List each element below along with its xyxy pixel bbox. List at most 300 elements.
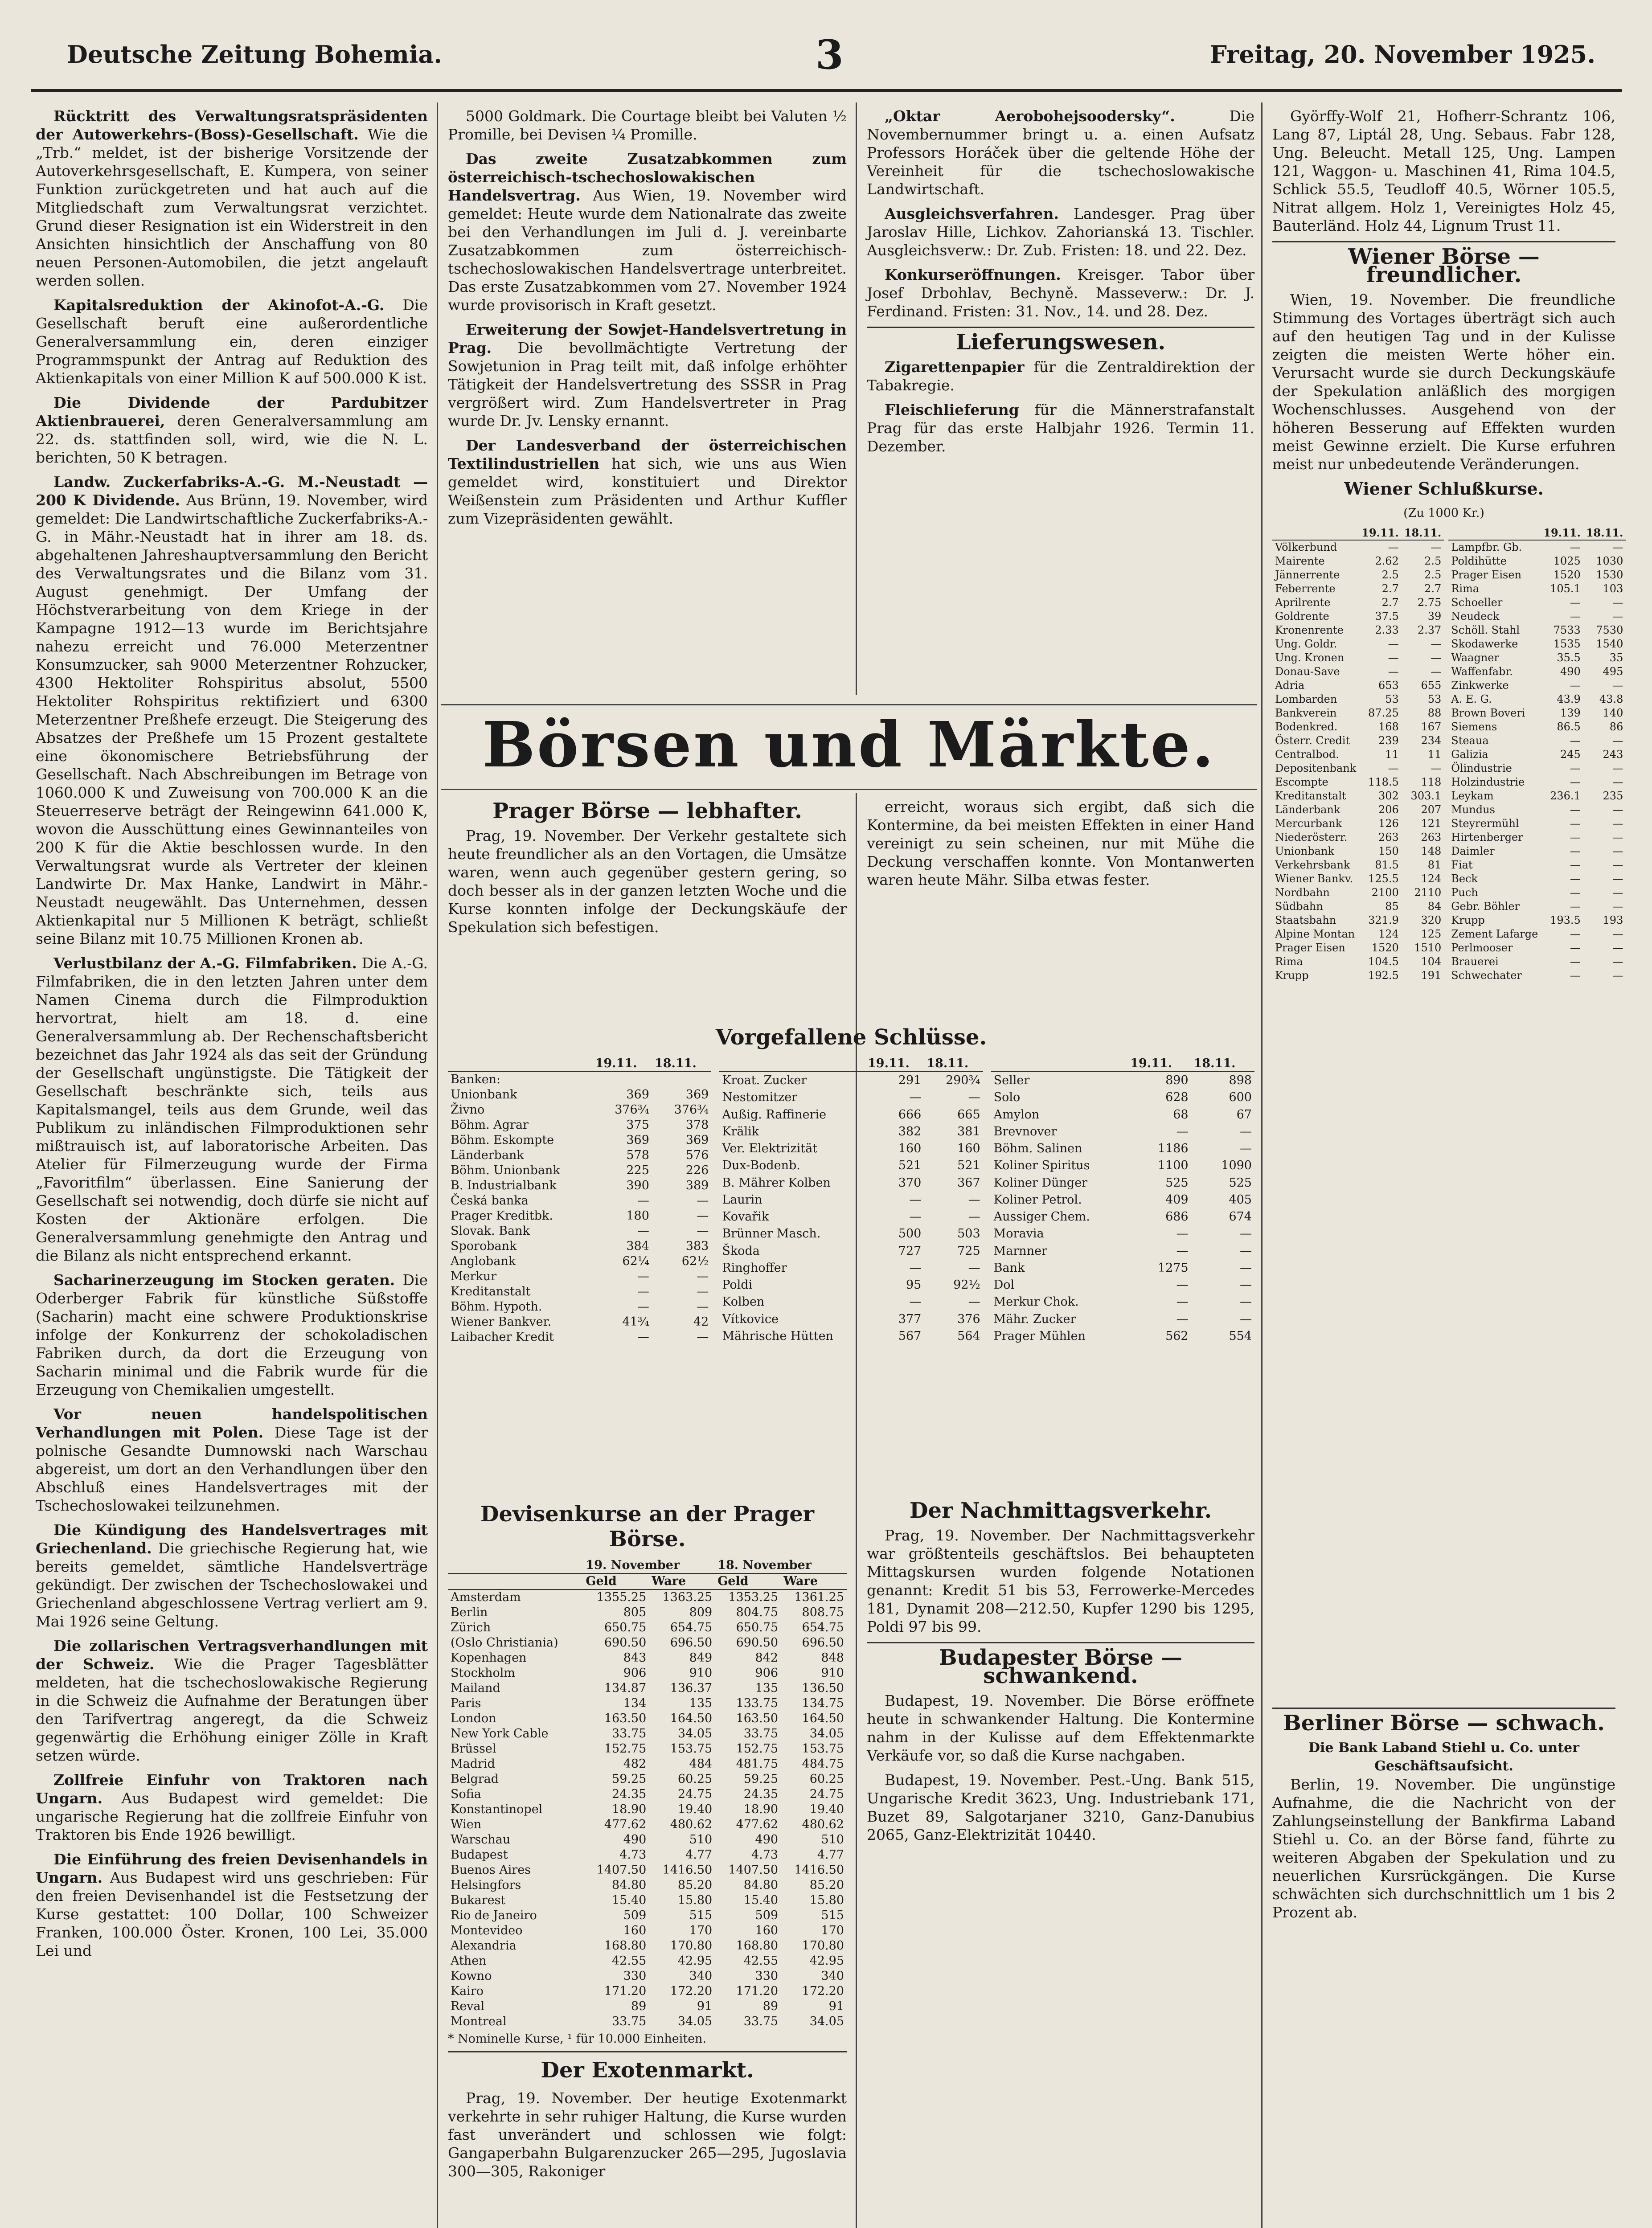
table-cell-value: — <box>1176 1227 1189 1241</box>
table-cell-label: Staatsbahn <box>1275 914 1336 926</box>
article-heading: Die Dividende der Pardubitzer Aktienbrauerei, <box>36 394 428 430</box>
table-cell-value: 180 <box>626 1209 649 1223</box>
table-cell-value: 136.50 <box>802 1681 844 1695</box>
article-text: Aus Budapest wird uns geschrieben: Für den freien Devisenhandel ist die Festsetzung der Kurse gestattet: 100 Dollar, 100 Schweizer Franken, 100.000 Öster. Kronen, 100 Lei, 35.000 Lei und <box>36 1869 428 1959</box>
table-row <box>448 1330 711 1345</box>
table-cell-value: 2.7 <box>1381 582 1399 595</box>
table-cell-value: 84 <box>1427 900 1442 913</box>
table-row <box>448 1605 847 1620</box>
table-cell-value: 206 <box>1378 803 1399 816</box>
table-cell-value: — <box>1612 900 1623 913</box>
page-number: 3 <box>816 31 844 78</box>
table-cell-value: — <box>1570 610 1581 623</box>
table-cell-value: 490 <box>1560 665 1581 678</box>
table-cell-label: Aussiger Chem. <box>993 1210 1090 1224</box>
table-cell-value: 725 <box>957 1244 980 1258</box>
table-cell-label: Brüssel <box>451 1742 496 1756</box>
table-cell-value: 906 <box>623 1666 647 1680</box>
table-cell-value: 376¾ <box>615 1103 649 1117</box>
table-row <box>1448 844 1626 858</box>
table-cell-label: Krälik <box>722 1124 759 1139</box>
table-cell-value: 24.75 <box>809 1787 844 1801</box>
table-cell-label: Bank <box>993 1261 1025 1275</box>
table-cell-label: Brown Boveri <box>1451 707 1525 719</box>
table-row <box>1448 775 1626 789</box>
vienna-table-left: 19.11. 18.11. Völkerbund — — Mairente 2.62 2.5 Jännerrente 2.5 2.5 Feberrente 2.7 2.7 Aprilrente 2.7 2.75 Goldrente 37.5 39 Kronenrente 2.33 2.37 Ung. Goldr. — — Ung. Kronen — — Donau-Save — — Adria 653 655 Lombarden 53 53 Bankverein 87.25 88 Bodenkred. 168 167 Österr. Credit 239 234 Centralbod. 11 11 Depositenbank — — Escompte 118.5 118 Kreditanstalt 302 303.1 Länderbank 206 207 Mercurbank 126 121 Niederösterr. 263 263 Unionbank 150 148 Verkehrsbank 81.5 81 Wiener Bankv. 125.5 124 Nordbahn 2100 2110 Südbahn 85 84 Staatsbahn 321.9 320 Alpine Montan 124 125 Prager Eisen 1520 1510 Rima 104.5 104 Krupp 192.5 191 <box>1272 526 1444 983</box>
table-cell-value: 167 <box>1421 721 1442 733</box>
table-cell-value: 43.9 <box>1557 693 1581 705</box>
table-cell-label: Seller <box>993 1073 1030 1088</box>
table-cell-label: Marnner <box>993 1244 1047 1258</box>
table-cell-label: Montreal <box>451 2015 507 2028</box>
table-cell-label: Hirtenberger <box>1451 831 1523 844</box>
table-cell-value <box>652 1072 711 1087</box>
table-cell-value: 84.80 <box>743 1878 779 1892</box>
table-row <box>719 1260 983 1277</box>
article-text: Györffy-Wolf 21, Hofherr-Schrantz 106, Lang 87, Liptál 28, Ung. Sebaus. Fabr 128, Ung. Beleucht. Metall 125, Ung. Lampen 121, Waggon- u. Maschinen 41, Rima 104.5, Schlick 55.5, Teudloff 40.5, Wörner 105.5, Nitrat allgem. Holz 1, Vereinigtes Holz 45, Bauterländ. Holz 44, Lignum Trust 11. <box>1272 107 1615 234</box>
table-cell-value: 696.50 <box>670 1636 713 1650</box>
table-cell-value: 369 <box>685 1088 709 1102</box>
table-cell-value: 85.20 <box>809 1878 844 1892</box>
article-heading: „Oktar Aerobohejsoodersky“. <box>885 107 1175 125</box>
table-cell-value: 172.20 <box>670 1984 713 1998</box>
table-row <box>1448 692 1626 706</box>
table-cell-value: 291 <box>898 1073 922 1088</box>
article-heading: Zigarettenpapier <box>885 358 1025 376</box>
table-cell-label: Brünner Masch. <box>722 1227 821 1241</box>
table-cell-label: Budapest <box>451 1848 508 1862</box>
table-cell-value: — <box>1431 762 1442 774</box>
article-text: Prag, 19. November. Der Verkehr gestaltete sich heute freundlicher als an den Vortagen, die Umsätze waren, wenn auch gegenüber gestern gering, so doch besser als in der ganzen letzten Woche und die Kurse konnten infolge der Deckungskäufe der Spekulation sich befestigen. <box>448 827 847 936</box>
table-row <box>448 1299 711 1315</box>
table-cell-value: — <box>1612 734 1623 747</box>
table-row <box>448 1118 711 1133</box>
table-cell-value: — <box>1570 679 1581 692</box>
table-row <box>448 1999 847 2014</box>
table-row <box>448 1696 847 1711</box>
prague-report-continued <box>867 798 1254 895</box>
table-cell-value: 7533 <box>1553 624 1581 636</box>
table-cell-value: 24.35 <box>612 1787 647 1801</box>
table-cell-value: 84.80 <box>612 1878 647 1892</box>
table-row <box>991 1123 1254 1140</box>
table-cell-value: 33.75 <box>612 2015 647 2028</box>
table-row <box>991 1225 1254 1242</box>
prague-report <box>448 798 847 942</box>
article-text: Die Oderberger Fabrik für künstliche Süßstoffe (Sacharin) macht eine schwere Produktionskrise infolge der Konkurrenz der schokoladischen Fabriken durch, da dort die Erzeugung von Sacharin minimal und die Fabrik wurde für die Erzeugung von Chemikalien umgestellt. <box>36 1271 428 1398</box>
table-row <box>448 1893 847 1908</box>
table-row <box>448 1787 847 1802</box>
table-cell-value: 87.25 <box>1368 707 1399 719</box>
article-text: Die bevollmächtigte Vertretung der Sowjetunion in Prag teilt mit, daß infolge erhöhter Tätigkeit der Handelsvertretung des SSSR in Prag vergrößert wird. Zum Handelsvertreter in Prag wurde Dr. Jv. Lensky ernannt. <box>448 339 847 430</box>
table-cell-value: 576 <box>685 1148 709 1162</box>
table-cell-value: 126 <box>1378 817 1399 830</box>
table-cell-value: 4.77 <box>817 1848 844 1862</box>
table-cell-label: Verkehrsbank <box>1275 859 1350 871</box>
table-cell-label: Brevnover <box>993 1124 1057 1139</box>
table-cell-value: 666 <box>898 1107 922 1122</box>
table-cell-value: 1186 <box>1157 1142 1189 1156</box>
table-cell-label: A. E. G. <box>1451 693 1492 705</box>
table-cell-value: 11 <box>1427 748 1442 761</box>
table-cell-label: Ung. Kronen <box>1275 651 1345 664</box>
table-cell-value: 42.95 <box>677 1954 713 1968</box>
table-cell-value: 509 <box>755 1909 779 1922</box>
table-cell-value: 33.75 <box>743 2015 779 2028</box>
table-cell-value: 1530 <box>1596 569 1623 581</box>
table-cell-label: Länderbank <box>1275 803 1340 816</box>
table-row <box>1272 927 1444 941</box>
table-cell-label: Holzindustrie <box>1451 776 1525 788</box>
table-cell-label: Außig. Raffinerie <box>722 1107 827 1122</box>
table-cell-value: 124 <box>1378 928 1399 940</box>
table-cell-value: 19.40 <box>677 1802 713 1816</box>
table-cell-value: — <box>909 1090 922 1105</box>
table-cell-value: 481.75 <box>736 1757 779 1771</box>
table-cell-value: 1363.25 <box>662 1590 713 1604</box>
article-text: deren Generalversammlung am 22. ds. stattfinden soll, wird, wie die N. L. berichten, 50 K betragen. <box>36 412 428 466</box>
table-cell-value: 243 <box>1603 748 1623 761</box>
table-cell-value: 1025 <box>1553 555 1581 567</box>
table-cell-value: 62½ <box>681 1254 709 1268</box>
table-row <box>448 1208 711 1224</box>
table-cell-value: 696.50 <box>802 1636 844 1650</box>
table-cell-label: Konstantinopel <box>451 1802 543 1816</box>
table-cell-value: 500 <box>898 1227 922 1241</box>
table-cell-value: 163.50 <box>736 1712 779 1725</box>
table-row <box>448 1178 711 1193</box>
table-row <box>991 1311 1254 1327</box>
table-cell-label: (Oslo Christiania) <box>451 1636 558 1650</box>
table-title: Vorgefallene Schlüsse. <box>715 1025 987 1050</box>
table-cell-label: Prager Kreditbk. <box>451 1209 553 1223</box>
table-cell-value: 2.5 <box>1424 555 1442 567</box>
table-cell-label: Amylon <box>993 1107 1040 1122</box>
table-cell-label: Paris <box>451 1696 481 1710</box>
table-row <box>1272 665 1444 679</box>
table-cell-label: Steaua <box>1451 734 1489 747</box>
table-cell-value: 378 <box>685 1118 709 1132</box>
article-text: Landesger. Prag über Jaroslav Hille, Lichkov. Zahorianská 13. Tischler. Ausgleichsverw.: Dr. Zub. Fristen: 18. und 22. Dez. <box>867 205 1254 259</box>
table-row <box>448 1193 711 1208</box>
table-row <box>448 1269 711 1284</box>
table-cell-value: 525 <box>1165 1175 1189 1190</box>
table-cell-value: — <box>1388 665 1399 678</box>
article-text: Prag, 19. November. Der Nachmittagsverkehr war größtenteils geschäftslos. Bei behaupteten Mittagskursen wurden folgende Notationen genannt: Kredit 51 bis 53, Ferrowerke-Mercedes 181, Dynamit 208—212.50, Kupfer 1290 bis 1295, Poldi 97 bis 99. <box>867 1527 1254 1635</box>
table-cell-value: 484.75 <box>802 1757 844 1771</box>
table-cell-value: 18.90 <box>743 1802 779 1816</box>
table-cell-value: 88 <box>1427 707 1442 719</box>
table-cell-value: 628 <box>1165 1090 1189 1105</box>
table-cell-label: Alexandria <box>451 1939 517 1953</box>
table-cell-label: Rima <box>1275 955 1303 968</box>
section-subtitle: Die Bank Laband Stiehl u. Co. unter Geschäftsaufsicht. <box>1308 1740 1579 1774</box>
table-row <box>1448 540 1626 554</box>
table-cell-value: 1407.50 <box>728 1863 779 1877</box>
table-cell-value: 906 <box>755 1666 779 1680</box>
section-title: Der Exotenmarkt. <box>541 2058 754 2083</box>
divider <box>448 2051 847 2052</box>
table-cell-value: 381 <box>957 1124 980 1139</box>
table-cell-value: 376¾ <box>674 1103 709 1117</box>
table-row <box>1448 941 1626 955</box>
table-cell-value: 2.7 <box>1381 596 1399 609</box>
table-cell-value: — <box>1570 900 1581 913</box>
table-cell-value: 390 <box>626 1179 649 1192</box>
column-2 <box>448 107 847 534</box>
table-cell-value: 842 <box>755 1651 779 1665</box>
table-cell-value: 35.5 <box>1557 651 1581 664</box>
table-cell-value: — <box>1612 872 1623 885</box>
article-heading: Die Einführung des freien Devisenhandels in Ungarn. <box>36 1851 428 1886</box>
table-cell-value: 1540 <box>1596 638 1623 650</box>
table-cell-value: 495 <box>1603 665 1623 678</box>
table-cell-label: Sofia <box>451 1787 481 1801</box>
table-cell-value: 665 <box>957 1107 980 1122</box>
table-cell-value: 2.62 <box>1375 555 1399 567</box>
table-cell-value: 898 <box>1229 1073 1252 1088</box>
table-cell-value: 263 <box>1421 831 1442 844</box>
table-cell-value: 193 <box>1603 914 1623 926</box>
table-cell-label: Stockholm <box>451 1666 515 1680</box>
divider <box>867 327 1254 328</box>
table-row <box>448 1757 847 1772</box>
article-heading: Verlustbilanz der A.-G. Filmfabriken. <box>53 954 357 972</box>
table-cell-label: Athen <box>451 1954 487 1968</box>
article-heading: Das zweite Zusatzabkommen zum österreichisch-tschechoslowakischen Handelsvertrag. <box>448 150 847 204</box>
table-cell-label: Bodenkred. <box>1275 721 1338 733</box>
table-cell-value: 654.75 <box>802 1621 844 1634</box>
article-text: Kreisger. Tabor über Josef Drbohlav, Bechyně. Masseverw.: Dr. J. Ferdinand. Fristen: 31. Nov., 14. und 28. Dez. <box>867 266 1254 320</box>
table-cell-value: 263 <box>1378 831 1399 844</box>
table-cell-label: Österr. Credit <box>1275 734 1350 747</box>
table-cell-label: Bankverein <box>1275 707 1337 719</box>
table-cell-label: Mährische Hütten <box>722 1329 833 1343</box>
table-cell-value: 1416.50 <box>662 1863 713 1877</box>
table-cell-label: Böhm. Agrar <box>451 1118 529 1132</box>
article-text: Aus Brünn, 19. November, wird gemeldet: Die Landwirtschaftliche Zuckerfabriks-A.-G. in Mähr.-Neustadt hat in ihrer am 18. ds. abgehaltenen Jahreshauptversammlung den Bericht des Verwaltungsrates und die Bilanz vom 31. August genehmigt. Der Umfang der Höchstverarbeitung von dem Kriege in der Kampagne 1912—13 wurde im Berichtsjahre nahezu erreicht und 76.000 Meterzentner Konsumzucker, sah 9000 Meterzentner Rohzucker, 4300 Hektoliter Rohspiritus absolut, 5500 Hektoliter Rohspiritus rektifiziert und 6300 Meterzentner Preßhefe erzeugt. Die Steigerung des Absatzes der Preßhefe um 15 Prozent gestaltete eine ökonomischere Betriebsführung der Gesellschaft. Nach Abschreibungen im Betrage von 1060.000 K und Zuweisung von 700.000 K an die Steuerreserve beträgt der Reingewinn 641.000 K, wovon die Ausschüttung eines Gewinnanteiles von 200 K für die Aktie beschlossen wurde. In den Verwaltungsrat wurde als Vertreter der kleinen Landwirte Dr. Max Hanke, Landwirt in Mähr.-Neustadt neugewählt. Das Unternehmen, dessen Aktienkapital nur 5 Millionen K beträgt, schließt seine Bilanz mit 10.75 Millionen Kronen ab. <box>36 491 428 947</box>
table-cell-value: 125 <box>1421 928 1442 940</box>
table-cell-value: 562 <box>1165 1329 1189 1343</box>
article-heading: Vor neuen handelspolitischen Verhandlungen mit Polen. <box>36 1405 428 1441</box>
table-cell-value: 370 <box>898 1175 922 1190</box>
table-cell-label: Schwechater <box>1451 969 1522 982</box>
table-row <box>991 1106 1254 1123</box>
table-cell-value: 170 <box>821 1924 844 1937</box>
table-cell-value: 152.75 <box>736 1742 779 1756</box>
article-heading: Zollfreie Einfuhr von Traktoren nach Ungarn. <box>36 1771 428 1807</box>
table-cell-value: — <box>1612 610 1623 623</box>
table-row <box>1272 554 1444 568</box>
table-cell-value: 85 <box>1385 900 1399 913</box>
table-cell-value: 168.80 <box>736 1939 779 1953</box>
table-cell-label: Fiat <box>1451 859 1473 871</box>
table-cell-label: Warschau <box>451 1833 511 1847</box>
table-cell-value: 34.05 <box>677 2015 713 2028</box>
table-cell-value: 805 <box>623 1605 647 1619</box>
table-cell-value: — <box>697 1330 709 1344</box>
table-cell-label: Siemens <box>1451 721 1497 733</box>
table-row <box>1448 568 1626 582</box>
table-cell-value: — <box>1570 955 1581 968</box>
table-row <box>1448 886 1626 900</box>
table-cell-label: Helsingfors <box>451 1878 521 1892</box>
berlin-report <box>1272 1702 1615 1928</box>
table-row <box>448 1239 711 1254</box>
table-cell-value: — <box>1570 776 1581 788</box>
table-cell-value: 53 <box>1385 693 1399 705</box>
table-note: * Nominelle Kurse, ¹ für 10.000 Einheiten. <box>448 2032 707 2046</box>
table-row <box>1272 610 1444 623</box>
table-row <box>1272 789 1444 803</box>
table-cell-label: Vítkovice <box>722 1312 779 1326</box>
table-cell-value: — <box>1431 665 1442 678</box>
table-cell-value: — <box>1570 845 1581 857</box>
table-row <box>448 1954 847 1969</box>
table-cell-value: — <box>909 1192 922 1207</box>
table-cell-label: Waffenfabr. <box>1451 665 1513 678</box>
table-cell-value: 133.75 <box>736 1696 779 1710</box>
table-cell-label: Belgrad <box>451 1772 499 1786</box>
table-cell-label: Prager Eisen <box>1451 569 1522 581</box>
table-cell-value: — <box>1612 969 1623 982</box>
table-cell-value: 369 <box>626 1133 649 1147</box>
table-cell-label: Ung. Goldr. <box>1275 638 1337 650</box>
table-cell-value: 192.5 <box>1368 969 1399 982</box>
table-row <box>1272 955 1444 969</box>
article-heading: Konkurseröffnungen. <box>885 266 1061 283</box>
table-cell-label: Reval <box>451 1999 485 2013</box>
table-cell-label: Puch <box>1451 886 1478 899</box>
table-row <box>1272 734 1444 748</box>
table-row <box>719 1192 983 1208</box>
table-cell-value: 409 <box>1165 1192 1189 1207</box>
table-cell-value: 1275 <box>1157 1261 1189 1275</box>
table-cell-label: Kronenrente <box>1275 624 1344 636</box>
afternoon-trading <box>867 1497 1254 1850</box>
table-cell-label: Ölindustrie <box>1451 762 1512 774</box>
table-cell-value: — <box>1612 596 1623 609</box>
article-heading: Der Landesverband der österreichischen Textilindustriellen <box>448 437 847 472</box>
exoten-text: Prag, 19. November. Der heutige Exotenmarkt verkehrte in sehr ruhiger Haltung, die Kurse wurden fast unverändert und schlossen wie folgt: Gangaperbahn Bulgarenzucker 265—295, Jugoslavia 300—305, Rakoniger <box>448 2089 847 2180</box>
table-cell-value: 62¼ <box>622 1254 649 1268</box>
table-cell-value: 104 <box>1421 955 1442 968</box>
table-row <box>991 1277 1254 1294</box>
table-cell-value: 53 <box>1427 693 1442 705</box>
table-cell-value: 384 <box>626 1239 649 1253</box>
article-text: Die A.-G. Filmfabriken, die in den letzten Jahren unter dem Namen Cinema durch die Filmproduktion hervortrat, hielt am 18. d. eine Generalversammlung ab. Der Rechenschaftsbericht bezeichnet das Jahr 1924 als das seit der Gründung der Gesellschaft ungünstigste. Die Tätigkeit der Gesellschaft beschränkte sich, teils aus Kapitalsmangel, teils aus dem Grunde, weil das Publikum zu inländischen Filmproduktionen sehr mißtrauisch ist, auf laboratorische Arbeiten. Das Atelier für Filmerzeugung wurde der Firma „Favoritfilm“ überlassen. Eine Sanierung der Gesellschaft sei notwendig, doch dürfe sie nicht auf Kosten der Aktionäre erfolgen. Die Generalversammlung genehmigte den Antrag und die Bilanz als nicht entsprechend erkannt. <box>36 954 428 1264</box>
table-cell-value: 376 <box>957 1312 980 1326</box>
table-cell-value: 1030 <box>1596 555 1623 567</box>
section-title: Budapester Börse — schwankend. <box>939 1645 1183 1688</box>
table-cell-value: 2110 <box>1414 886 1442 899</box>
divider <box>1272 1708 1615 1709</box>
table-row <box>1448 665 1626 679</box>
article-text: erreicht, woraus sich ergibt, daß sich die Kontermine, da bei meisten Effekten in einer Hand vereinigt zu sein scheinen, nur mit Mühe die Deckung verschaffen konnte. Von Montanwerten waren heute Mähr. Silba etwas fester. <box>867 798 1254 889</box>
table-row <box>448 1938 847 1954</box>
table-cell-value: — <box>1612 831 1623 844</box>
table-row <box>991 1260 1254 1277</box>
table-cell-value: 124 <box>1421 872 1442 885</box>
table-cell-value: — <box>1570 803 1581 816</box>
table-cell-label: Kowno <box>451 1969 492 1983</box>
table-row <box>448 1133 711 1148</box>
table-row <box>1272 679 1444 692</box>
table-cell-value: — <box>968 1090 980 1105</box>
table-cell-label: Kroat. Zucker <box>722 1073 807 1088</box>
table-cell-label: Škoda <box>722 1244 760 1258</box>
table-cell-value: 226 <box>685 1163 709 1177</box>
column-3 <box>867 107 1254 462</box>
table-cell-value: 92½ <box>953 1278 980 1292</box>
table-cell-label: Böhm. Unionbank <box>451 1163 560 1177</box>
article-heading: Fleischlieferung <box>885 401 1019 418</box>
table-cell-label: Niederösterr. <box>1275 831 1348 844</box>
table-cell-value: 808.75 <box>802 1605 844 1619</box>
table-row <box>991 1208 1254 1225</box>
table-cell-value: 35 <box>1609 651 1623 664</box>
table-cell-value: 4.73 <box>751 1848 779 1862</box>
table-cell-value: 515 <box>821 1909 844 1922</box>
table-cell-value: 330 <box>755 1969 779 1983</box>
table-cell-value: — <box>1176 1295 1189 1309</box>
table-cell-label: New York Cable <box>451 1727 549 1741</box>
table-cell-value: 477.62 <box>604 1818 647 1831</box>
table-row <box>1272 596 1444 610</box>
article-heading: Ausgleichsverfahren. <box>885 205 1059 222</box>
table-cell-value: 134 <box>623 1696 647 1710</box>
table-row <box>448 1072 711 1087</box>
table-row <box>448 1969 847 1984</box>
table-row <box>448 1802 847 1817</box>
table-cell-value: 239 <box>1378 734 1399 747</box>
table-cell-value: — <box>1570 734 1581 747</box>
article-heading: Die Kündigung des Handelsvertrages mit Griechenland. <box>36 1521 428 1557</box>
main-section-title: Börsen und Märkte. <box>482 709 1216 782</box>
table-cell-label: Poldihütte <box>1451 555 1507 567</box>
table-cell-value: 60.25 <box>809 1772 844 1786</box>
table-cell-label: Adria <box>1275 679 1305 692</box>
table-cell-value: 521 <box>957 1159 980 1173</box>
paper-name: Deutsche Zeitung Bohemia. <box>67 40 443 69</box>
table-cell-label: Prager Eisen <box>1275 942 1345 954</box>
table-cell-value: — <box>1612 679 1623 692</box>
table-row <box>1448 679 1626 692</box>
exchange-rates <box>448 1497 847 2187</box>
table-cell-value: 153.75 <box>802 1742 844 1756</box>
table-cell-value: 19.40 <box>809 1802 844 1816</box>
table-row <box>1448 927 1626 941</box>
table-cell-value: — <box>637 1300 649 1314</box>
column-divider <box>1261 102 1263 2228</box>
table-cell-value: 245 <box>1560 748 1581 761</box>
price-table-1: 19.11. 18.11. Banken: Unionbank 369 369 Živno 376¾ 376¾ Böhm. Agrar 375 378 Böhm. Eskompte 369 369 Länderbank 578 576 Böhm. Unionbank 225 226 B. Industrialbank 390 389 Česká banka — — Prager Kreditbk. 180 — Slovak. Bank — — Sporobank 384 383 Anglobank 62¼ 62½ Merkur — — Kreditanstalt — — Böhm. Hypoth. — — Wiener Bankver. 41¾ 42 Laibacher Kredit — — <box>448 1056 711 1345</box>
table-row <box>1448 789 1626 803</box>
table-cell-value: — <box>1176 1124 1189 1139</box>
table-title: Wiener Schlußkurse. <box>1344 479 1544 499</box>
table-cell-label: Zement Lafarge <box>1451 928 1538 940</box>
table-cell-value: 890 <box>1165 1073 1189 1088</box>
table-cell-value: 482 <box>623 1757 647 1771</box>
article-text: Die Gesellschaft beruft eine außerordentliche Generalversammlung ein, deren einziger Programmspunkt der Antrag auf Reduktion des Aktienkapitals von einer Million K auf 500.000 K ist. <box>36 296 428 387</box>
table-cell-label: Daimler <box>1451 845 1495 857</box>
table-cell-value: 89 <box>762 1999 779 2013</box>
table-row <box>1272 623 1444 637</box>
article-text: Budapest, 19. November. Pest.-Ung. Bank 515, Ungarische Kredit 3623, Ung. Industriebank 171, Buzet 89, Salgotarjaner 3210, Ganz-Danubius 2065, Ganz-Elektrizität 10440. <box>867 1771 1254 1843</box>
table-row <box>1272 969 1444 983</box>
table-row <box>448 1923 847 1938</box>
article-heading: Sacharinerzeugung im Stocken geraten. <box>53 1271 395 1289</box>
